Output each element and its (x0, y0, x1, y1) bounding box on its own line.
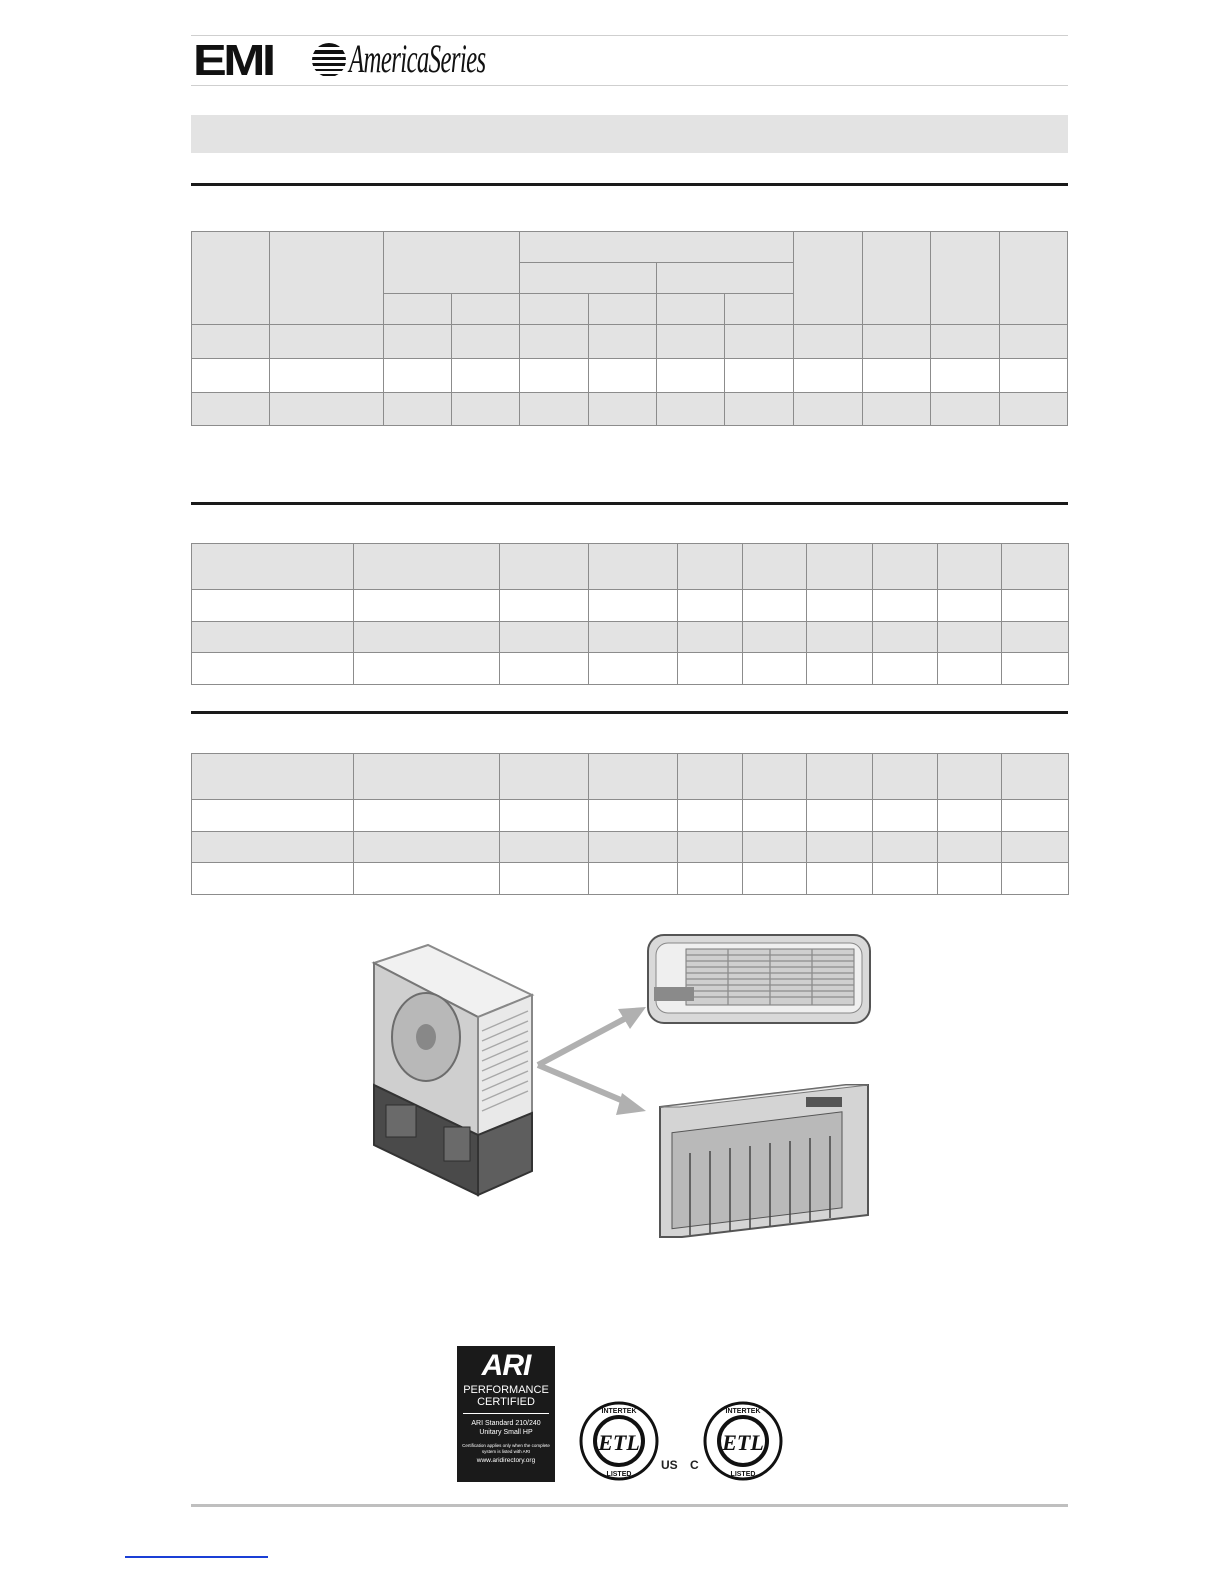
ari-line-note: Certification applies only when the complete system is listed with ARI (462, 1443, 550, 1454)
table-row (192, 325, 1068, 359)
header-top-rule (191, 35, 1068, 36)
ari-logo: ARI (481, 1349, 531, 1382)
etl-listed-canada-icon (702, 1400, 784, 1482)
section-rule-3 (191, 711, 1068, 714)
ari-line-standard: ARI Standard 210/240 (471, 1420, 541, 1427)
table-row (192, 359, 1068, 393)
ari-line-category: Unitary Small HP (479, 1429, 533, 1436)
etl-mark: ETL (722, 1430, 764, 1455)
striped-globe-icon (311, 42, 347, 78)
spec-table-1 (191, 231, 1068, 426)
etl-ring-text: INTERTEK (725, 1408, 761, 1415)
ari-line-performance: PERFORMANCE (463, 1384, 549, 1396)
ari-certification-badge (457, 1346, 555, 1482)
section-rule-2 (191, 502, 1068, 505)
spec-table-3 (191, 753, 1069, 895)
etl-listed-text: LISTED (606, 1471, 632, 1478)
footer-rule (191, 1504, 1068, 1507)
table-row (192, 393, 1068, 426)
etl-listed-text: LISTED (730, 1471, 756, 1478)
header-bottom-rule (191, 85, 1068, 86)
table-header-row (192, 754, 1069, 800)
etl-country-us: US (661, 1458, 678, 1472)
brand-logo (191, 36, 521, 85)
etl-country-c: C (690, 1458, 699, 1472)
ari-divider (463, 1413, 549, 1414)
table-header-row (192, 232, 1068, 263)
outdoor-condenser-unit (374, 945, 532, 1195)
ari-line-certified: CERTIFIED (477, 1396, 535, 1408)
etl-mark: ETL (598, 1430, 640, 1455)
table-row (192, 653, 1069, 685)
footer-link-underline[interactable] (125, 1556, 268, 1558)
etl-ring-text: INTERTEK (601, 1408, 637, 1415)
table-row (192, 863, 1069, 895)
table-row (192, 590, 1069, 622)
table-row (192, 622, 1069, 653)
brand-wordmark: EMI (193, 36, 273, 85)
spec-table-2 (191, 543, 1069, 685)
product-illustration (360, 925, 900, 1245)
title-banner (191, 115, 1068, 153)
section-rule-1 (191, 183, 1068, 186)
table-header-row (192, 544, 1069, 590)
wall-mounted-indoor-unit (648, 935, 870, 1023)
arrow-icon (538, 1007, 646, 1115)
series-wordmark: AmericaSeries (349, 36, 486, 81)
table-row (192, 800, 1069, 832)
ari-line-url: www.aridirectory.org (476, 1457, 536, 1464)
console-indoor-unit (660, 1085, 868, 1237)
table-row (192, 832, 1069, 863)
etl-listed-us-icon (578, 1400, 660, 1482)
